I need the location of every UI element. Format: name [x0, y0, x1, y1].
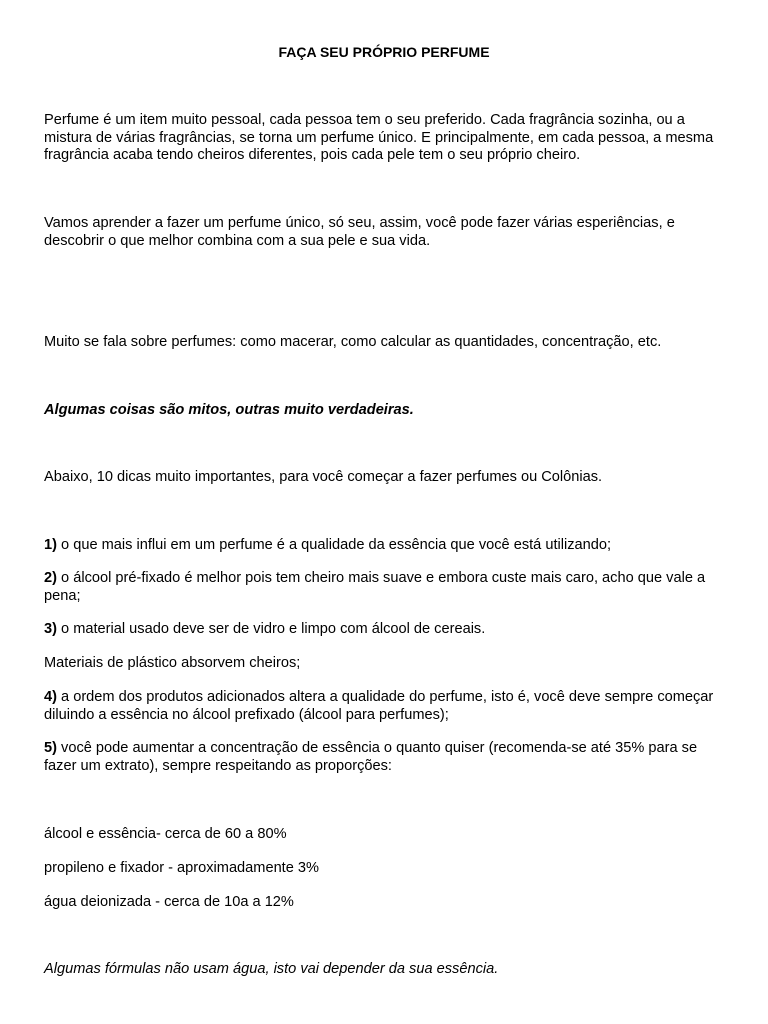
- tip-number: 3): [44, 621, 57, 637]
- tip-1: [44, 537, 728, 555]
- intro-paragraph-2: Vamos aprender a fazer um perfume único, só seu, assim, você pode fazer várias esperiências, e descobrir o que melhor combina com a sua pele e sua vida.: [44, 215, 675, 249]
- tip-text: o álcool pré-fixado é melhor pois tem cheiro mais suave e embora custe mais caro, acho que vale a pena;: [44, 570, 706, 604]
- tip-text: a ordem dos produtos adicionados altera a qualidade do perfume, isto é, você deve sempre começar diluindo a essência no álcool prefixado (álcool para perfumes);: [44, 689, 714, 723]
- intro-paragraph-3: Muito se fala sobre perfumes: como macerar, como calcular as quantidades, concentração, etc.: [44, 334, 662, 350]
- tip-text: você pode aumentar a concentração de essência o quanto quiser (recomenda-se até 35% para se fazer um extrato), sempre respeitando as proporções:: [44, 740, 698, 774]
- tip-5: [44, 740, 728, 775]
- proportion-item: propileno e fixador - aproximadamente 3%: [44, 860, 320, 876]
- tip-3: [44, 621, 728, 639]
- plastic-note: Materiais de plástico absorvem cheiros;: [44, 655, 301, 671]
- tip-number: 5): [44, 740, 57, 756]
- document-title: FAÇA SEU PRÓPRIO PERFUME: [278, 44, 490, 60]
- tip-number: 2): [44, 570, 57, 586]
- proportion-item: água deionizada - cerca de 10a a 12%: [44, 894, 294, 910]
- closing-note: Algumas fórmulas não usam água, isto vai depender da sua essência.: [44, 961, 499, 977]
- tip-text: o que mais influi em um perfume é a qualidade da essência que você está utilizando;: [56, 537, 612, 553]
- proportion-item: álcool e essência- cerca de 60 a 80%: [44, 826, 287, 842]
- tip-text: o material usado deve ser de vidro e limpo com álcool de cereais.: [56, 621, 486, 637]
- intro-paragraph-4: Abaixo, 10 dicas muito importantes, para você começar a fazer perfumes ou Colônias.: [44, 469, 603, 485]
- tip-number: 4): [44, 689, 57, 705]
- tip-2: [44, 570, 728, 605]
- intro-paragraph-1: Perfume é um item muito pessoal, cada pessoa tem o seu preferido. Cada fragrância sozinha, ou a mistura de várias fragrâncias, se torna um perfume único. E principalmente, em cada pessoa, a mesma fragrância acaba tendo cheiros diferentes, pois cada pele tem o seu próprio cheiro.: [44, 112, 714, 163]
- emphasis-line: Algumas coisas são mitos, outras muito verdadeiras.: [44, 402, 414, 418]
- tip-4: [44, 689, 728, 724]
- tip-number: 1): [44, 537, 57, 553]
